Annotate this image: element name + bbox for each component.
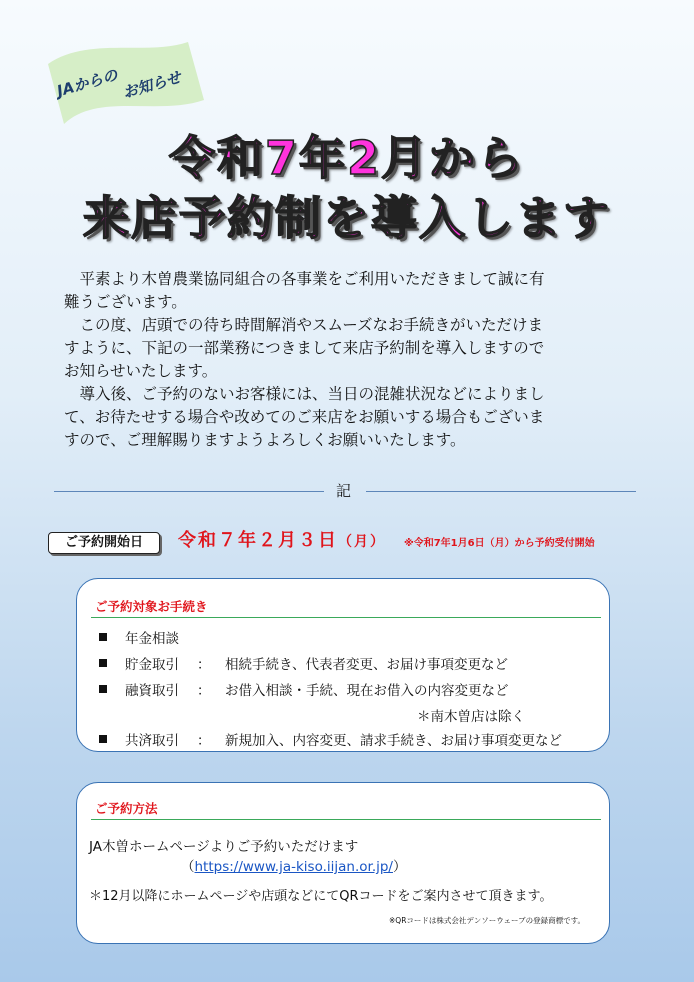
procedure-item-3-sep: ： [197,683,211,699]
method-heading-rule [91,819,601,820]
procedure-exception-note: ＊南木曽店は除く [417,709,525,725]
bullet-icon [99,685,107,693]
homepage-link[interactable]: https://www.ja-kiso.iijan.or.jp/ [194,859,393,875]
intro-text [64,268,644,452]
start-date-label: ご予約開始日 [48,532,160,554]
procedure-item-4-sep: ： [197,733,211,749]
method-line-1: JA木曽ホームページよりご予約いただけます [89,839,359,855]
reservation-start-note: ※令和7年1月6日（月）から予約受付開始 [404,538,595,549]
procedure-item-1-name: 年金相談 [125,631,179,647]
method-box [76,782,610,944]
banner-line-2: お知らせ [120,68,184,102]
divider-right [366,491,636,492]
method-heading: ご予約方法 [95,801,158,816]
procedure-item-4-detail: 新規加入、内容変更、請求手続き、お届け事項変更など [225,733,562,749]
start-date: 令和７年２月３日（月） [178,530,386,551]
banner-line-1: JAからの [54,65,120,101]
procedures-heading-rule [91,617,601,618]
bullet-icon [99,659,107,667]
procedures-box [76,578,610,752]
intro-paragraph-2: この度、店頭での待ち時間解消やスムーズなお手続きがいただけま すように、下記の一部業務につきまして来店予約制を導入しますので お知らせいたします。 [64,316,545,380]
procedures-heading: ご予約対象お手続き [95,599,208,614]
divider-left [54,491,324,492]
bullet-icon [99,735,107,743]
intro-paragraph-3: 導入後、ご予約のないお客様には、当日の混雑状況などによりまし て、お待たせする場合や改めてのご来店をお願いする場合もございま すので、ご理解賜りますようよろしくお願いいたします。 [64,385,545,449]
method-url-line: （https://www.ja-kiso.iijan.or.jp/） [181,859,407,875]
procedure-item-3-name: 融資取引 [125,683,179,699]
procedure-item-4-name: 共済取引 [125,733,179,749]
page-title-line-2: 来店予約制を導入します [83,191,611,245]
procedure-item-2-sep: ： [197,657,211,673]
procedure-item-2-detail: 相続手続き、代表者変更、お届け事項変更など [225,657,508,673]
procedure-item-3-detail: お借入相談・手続、現在お借入の内容変更など [225,683,509,699]
qr-note: ＊12月以降にホームページや店頭などにてQRコードをご案内させて頂きます。 [89,889,553,904]
intro-paragraph-1: 平素より木曽農業協同組合の各事業をご利用いただきまして誠に有 難うございます。 [64,270,545,311]
page-title-line-1: 令和7年2月から [168,131,525,185]
ki-mark: 記 [336,482,352,500]
procedure-item-2-name: 貯金取引 [125,657,179,673]
bullet-icon [99,633,107,641]
trademark-note: ※QRコードは株式会社デンソーウェーブの登録商標です。 [389,916,585,925]
